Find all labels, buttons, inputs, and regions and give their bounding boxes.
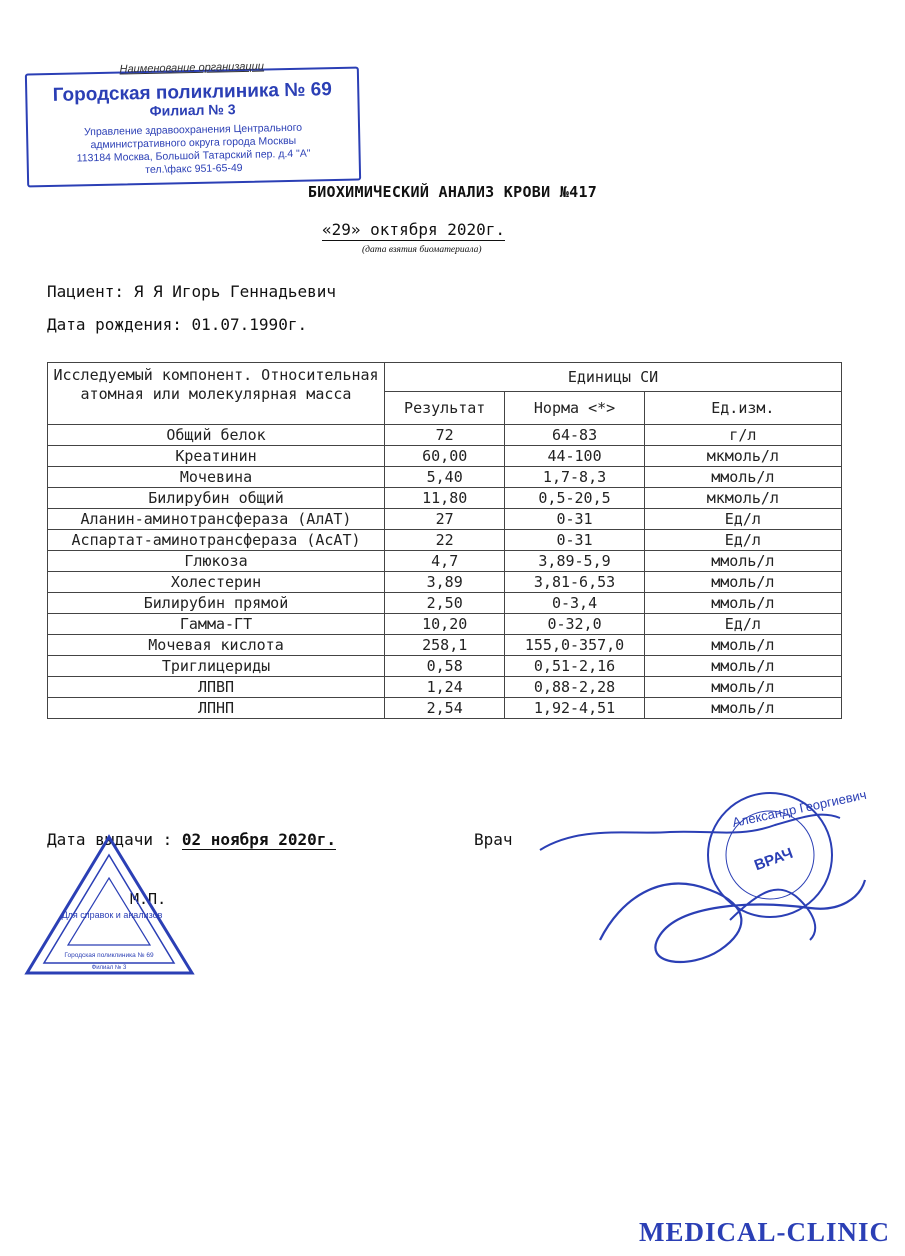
organization-line-2: административного округа города Москвы bbox=[90, 134, 297, 152]
cell-result: 72 bbox=[385, 425, 505, 446]
organization-branch: Филиал № 3 bbox=[149, 101, 236, 119]
triangle-stamp-text: Для справок и анализов bbox=[61, 910, 163, 920]
organization-phone: тел.\факс 951-65-49 bbox=[145, 161, 243, 177]
cell-result: 5,40 bbox=[385, 467, 505, 488]
header-norm: Норма <*> bbox=[505, 392, 644, 425]
cell-unit: ммоль/л bbox=[644, 677, 841, 698]
table-row bbox=[48, 677, 842, 698]
cell-result: 258,1 bbox=[385, 635, 505, 656]
results-table bbox=[47, 362, 842, 719]
triangle-stamp bbox=[22, 833, 197, 983]
cell-component: Холестерин bbox=[48, 572, 385, 593]
cell-result: 3,89 bbox=[385, 572, 505, 593]
cell-unit: мкмоль/л bbox=[644, 488, 841, 509]
stamp-place-label: М.П. bbox=[130, 890, 167, 908]
organization-label: Наименование организации bbox=[119, 60, 265, 76]
cell-norm: 64-83 bbox=[505, 425, 644, 446]
table-row bbox=[48, 446, 842, 467]
cell-norm: 0,88-2,28 bbox=[505, 677, 644, 698]
header-unit: Ед.изм. bbox=[644, 392, 841, 425]
cell-norm: 155,0-357,0 bbox=[505, 635, 644, 656]
round-stamp-ring-text: Александр Георгиевич bbox=[730, 786, 868, 830]
cell-component: Триглицериды bbox=[48, 656, 385, 677]
cell-norm: 0-32,0 bbox=[505, 614, 644, 635]
patient-name: Пациент: Я Я Игорь Геннадьевич bbox=[47, 282, 336, 301]
cell-unit: ммоль/л bbox=[644, 698, 841, 719]
sample-date-value: «29» октября 2020г. bbox=[322, 220, 506, 239]
cell-component: Креатинин bbox=[48, 446, 385, 467]
cell-component: Глюкоза bbox=[48, 551, 385, 572]
cell-unit: Ед/л bbox=[644, 614, 841, 635]
cell-result: 2,54 bbox=[385, 698, 505, 719]
cell-unit: ммоль/л bbox=[644, 551, 841, 572]
cell-norm: 0,51-2,16 bbox=[505, 656, 644, 677]
table-row bbox=[48, 467, 842, 488]
header-result: Результат bbox=[385, 392, 505, 425]
header-si-units: Единицы СИ bbox=[385, 363, 842, 392]
table-row bbox=[48, 572, 842, 593]
cell-component: Мочевина bbox=[48, 467, 385, 488]
cell-unit: ммоль/л bbox=[644, 593, 841, 614]
cell-result: 10,20 bbox=[385, 614, 505, 635]
table-row bbox=[48, 593, 842, 614]
cell-component: Аланин-аминотрансфераза (АлАТ) bbox=[48, 509, 385, 530]
cell-norm: 1,92-4,51 bbox=[505, 698, 644, 719]
table-row bbox=[48, 614, 842, 635]
cell-norm: 3,89-5,9 bbox=[505, 551, 644, 572]
cell-component: Гамма-ГТ bbox=[48, 614, 385, 635]
cell-result: 4,7 bbox=[385, 551, 505, 572]
cell-norm: 0-31 bbox=[505, 530, 644, 551]
cell-unit: Ед/л bbox=[644, 509, 841, 530]
cell-norm: 3,81-6,53 bbox=[505, 572, 644, 593]
cell-unit: Ед/л bbox=[644, 530, 841, 551]
cell-result: 2,50 bbox=[385, 593, 505, 614]
cell-result: 0,58 bbox=[385, 656, 505, 677]
table-row bbox=[48, 698, 842, 719]
cell-norm: 1,7-8,3 bbox=[505, 467, 644, 488]
table-header-row bbox=[48, 363, 842, 392]
cell-result: 27 bbox=[385, 509, 505, 530]
cell-norm: 0-31 bbox=[505, 509, 644, 530]
cell-component: Билирубин общий bbox=[48, 488, 385, 509]
cell-unit: ммоль/л bbox=[644, 467, 841, 488]
issue-date-value: 02 ноября 2020г. bbox=[181, 830, 336, 849]
table-row bbox=[48, 425, 842, 446]
table-row bbox=[48, 488, 842, 509]
organization-stamp bbox=[25, 60, 361, 188]
cell-norm: 0,5-20,5 bbox=[505, 488, 644, 509]
table-row bbox=[48, 635, 842, 656]
doctor-signature-and-stamp bbox=[520, 780, 880, 980]
table-row bbox=[48, 656, 842, 677]
doctor-label: Врач bbox=[474, 830, 513, 849]
cell-unit: г/л bbox=[644, 425, 841, 446]
cell-result: 22 bbox=[385, 530, 505, 551]
table-row bbox=[48, 551, 842, 572]
cell-component: Билирубин прямой bbox=[48, 593, 385, 614]
document-title: БИОХИМИЧЕСКИЙ АНАЛИЗ КРОВИ №417 bbox=[307, 183, 598, 201]
cell-result: 11,80 bbox=[385, 488, 505, 509]
table-row bbox=[48, 530, 842, 551]
cell-norm: 44-100 bbox=[505, 446, 644, 467]
organization-address: 113184 Москва, Большой Татарский пер. д.4 "А" bbox=[76, 147, 311, 165]
cell-component: ЛПНП bbox=[48, 698, 385, 719]
cell-unit: мкмоль/л bbox=[644, 446, 841, 467]
organization-name: Городская поликлиника № 69 bbox=[52, 79, 333, 106]
cell-norm: 0-3,4 bbox=[505, 593, 644, 614]
triangle-stamp-base-1: Городская поликлиника № 69 bbox=[64, 952, 154, 959]
cell-component: ЛПВП bbox=[48, 677, 385, 698]
patient-birthdate: Дата рождения: 01.07.1990г. bbox=[47, 315, 308, 334]
cell-result: 1,24 bbox=[385, 677, 505, 698]
cell-component: Мочевая кислота bbox=[48, 635, 385, 656]
watermark: MEDICAL-CLINIC bbox=[638, 1217, 890, 1247]
triangle-stamp-base-2: Филиал № 3 bbox=[91, 965, 127, 971]
cell-unit: ммоль/л bbox=[644, 572, 841, 593]
round-stamp-center-text: ВРАЧ bbox=[752, 844, 796, 875]
issue-date-label: Дата выдачи : bbox=[47, 830, 182, 849]
cell-component: Аспартат-аминотрансфераза (АсАТ) bbox=[48, 530, 385, 551]
header-component: Исследуемый компонент. Относительная атомная или молекулярная масса bbox=[48, 363, 385, 425]
cell-component: Общий белок bbox=[48, 425, 385, 446]
table-row bbox=[48, 509, 842, 530]
sample-date bbox=[322, 220, 505, 239]
sample-date-caption: (дата взятия биоматериала) bbox=[362, 245, 482, 255]
cell-unit: ммоль/л bbox=[644, 656, 841, 677]
organization-line-1: Управление здравоохранения Центрального bbox=[83, 121, 303, 139]
cell-result: 60,00 bbox=[385, 446, 505, 467]
cell-unit: ммоль/л bbox=[644, 635, 841, 656]
